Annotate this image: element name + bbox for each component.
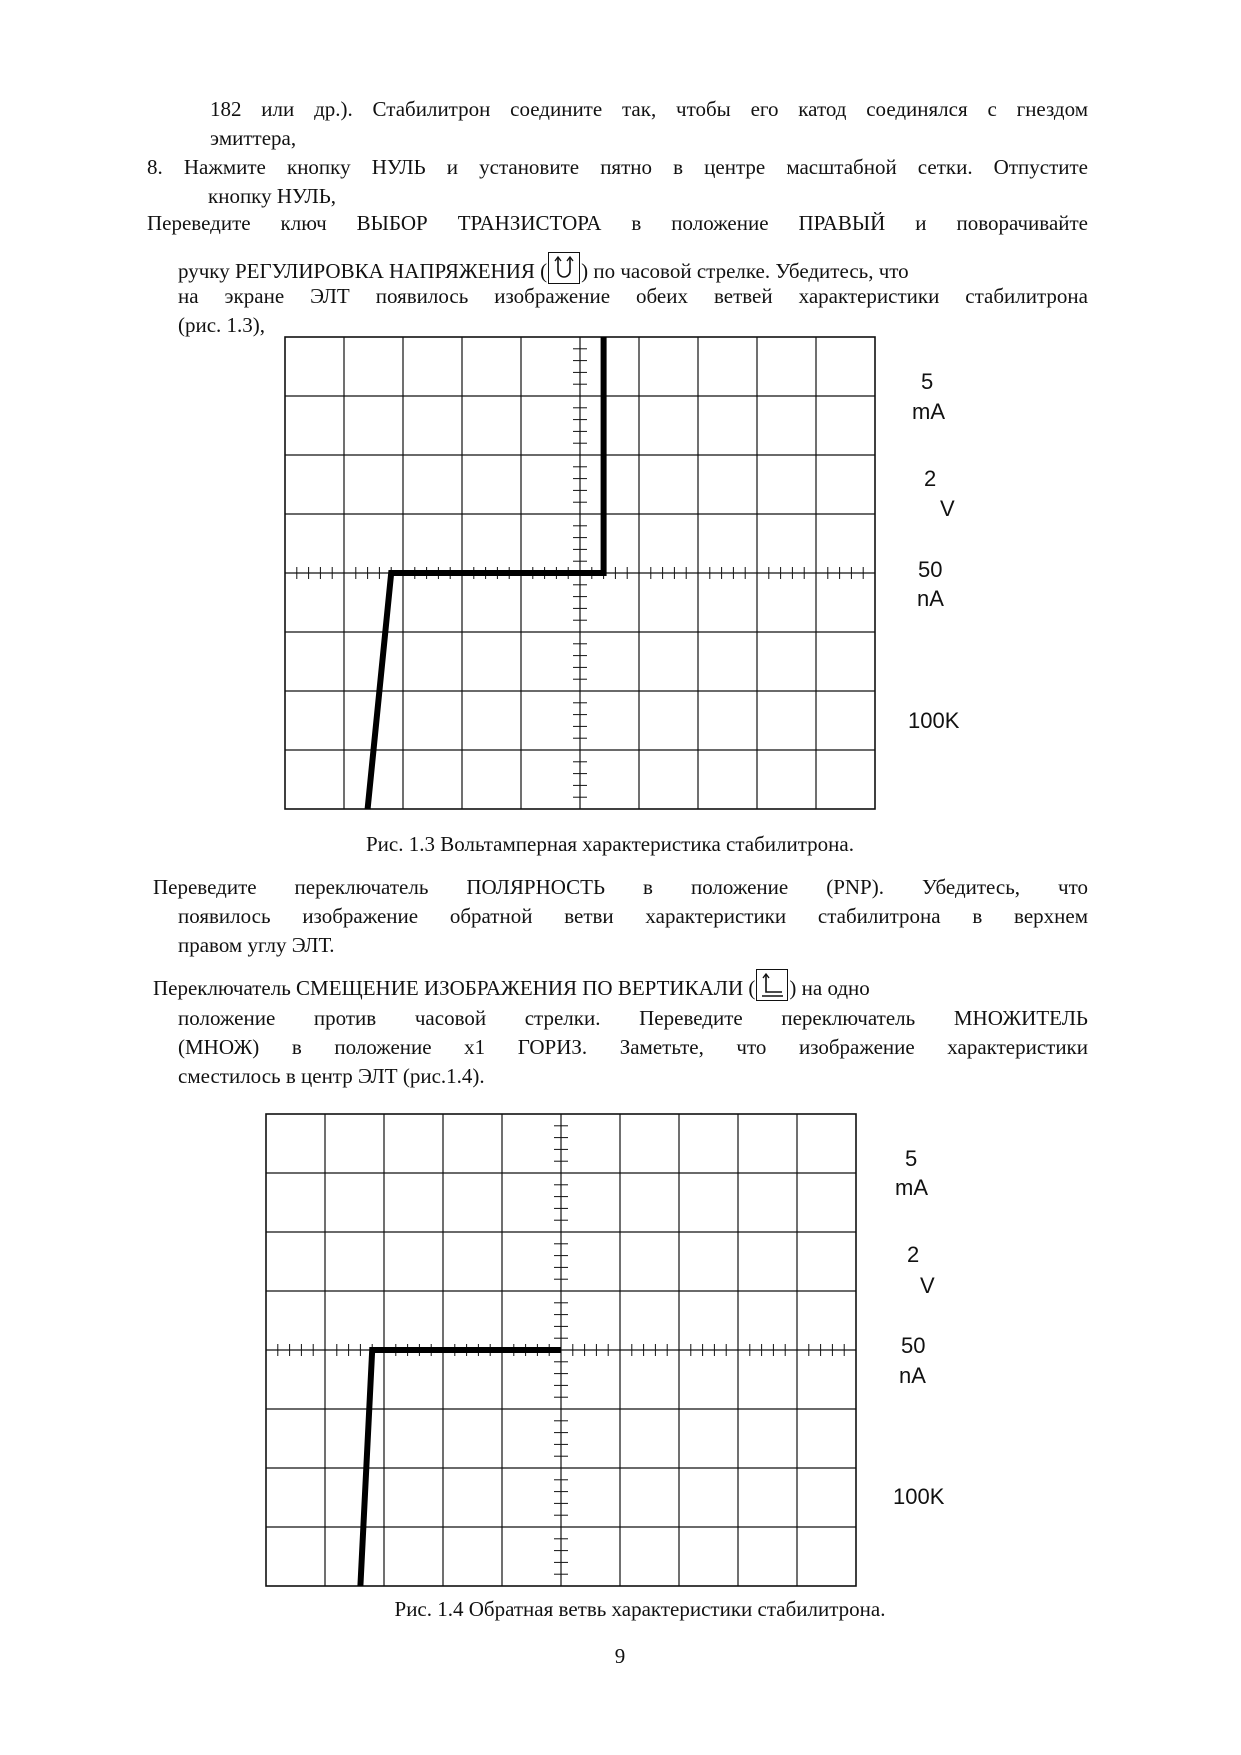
figure-1-3-svg xyxy=(285,337,875,809)
paragraph-3-line-2-start: ручку РЕГУЛИРОВКА НАПРЯЖЕНИЯ ( xyxy=(178,259,548,283)
figure-1-3-step-unit: nA xyxy=(917,586,944,611)
paragraph-5-line-1 xyxy=(153,969,1088,1003)
figure-1-4-load: 100K xyxy=(893,1484,945,1509)
paragraph-2-line-1: 8. Нажмите кнопку НУЛЬ и установите пятно в центре масштабной сетки. Отпустите xyxy=(147,155,1088,179)
figure-1-3-voltage-value: 2 xyxy=(924,466,937,491)
figure-1-3-step-value: 50 xyxy=(918,557,943,582)
voltage-adjust-symbol-icon xyxy=(548,252,580,284)
paragraph-4-line-1: Переведите переключатель ПОЛЯРНОСТЬ в положение (PNP). Убедитесь, что xyxy=(153,875,1088,899)
figure-1-3-load: 100K xyxy=(908,708,960,733)
figure-1-4-current-value: 5 xyxy=(905,1146,918,1171)
paragraph-1-line-1: 182 или др.). Стабилитрон соедините так, чтобы его катод соединялся с гнездом xyxy=(210,97,1088,121)
paragraph-4-line-2: появилось изображение обратной ветви характеристики стабилитрона в верхнем xyxy=(178,904,1088,928)
figure-1-3-current-value: 5 xyxy=(921,369,934,394)
figure-1-4-caption: Рис. 1.4 Обратная ветвь характеристики стабилитрона. xyxy=(394,1597,886,1621)
paragraph-5-line-3: (МНОЖ) в положение x1 ГОРИЗ. Заметьте, что изображение характеристики xyxy=(178,1035,1088,1059)
vertical-shift-symbol-icon xyxy=(756,969,788,1001)
paragraph-5-line-1-end: ) на одно xyxy=(789,976,870,1000)
figure-1-3-caption: Рис. 1.3 Вольтамперная характеристика стабилитрона. xyxy=(366,832,854,856)
paragraph-3-line-2 xyxy=(178,252,1088,286)
figure-1-4-step-unit: nA xyxy=(899,1363,926,1388)
page-number: 9 xyxy=(614,1644,626,1668)
paragraph-5-line-4: сместилось в центр ЭЛТ (рис.1.4). xyxy=(178,1064,485,1088)
paragraph-3-line-3: на экране ЭЛТ появилось изображение обеих ветвей характеристики стабилитрона xyxy=(178,284,1088,308)
paragraph-2-line-2: кнопку НУЛЬ, xyxy=(208,184,337,208)
figure-1-4-screen xyxy=(266,1114,856,1586)
paragraph-5-line-1-start: Переключатель СМЕЩЕНИЕ ИЗОБРАЖЕНИЯ ПО ВЕРТИКАЛИ ( xyxy=(153,976,756,1000)
figure-1-4-current-unit: mA xyxy=(895,1175,928,1200)
figure-1-4-voltage-value: 2 xyxy=(907,1242,920,1267)
figure-1-4-svg xyxy=(266,1114,856,1586)
figure-1-3-voltage-unit: V xyxy=(940,496,955,521)
paragraph-1-line-2: эмиттера, xyxy=(210,126,297,150)
figure-1-3-current-unit: mA xyxy=(912,399,945,424)
paragraph-3-line-1: Переведите ключ ВЫБОР ТРАНЗИСТОРА в положение ПРАВЫЙ и поворачивайте xyxy=(147,211,1088,235)
figure-1-3-screen xyxy=(285,337,875,809)
paragraph-4-line-3: правом углу ЭЛТ. xyxy=(178,933,335,957)
paragraph-3-line-2-end: ) по часовой стрелке. Убедитесь, что xyxy=(581,259,909,283)
paragraph-3-line-4: (рис. 1.3), xyxy=(178,313,266,337)
figure-1-4-step-value: 50 xyxy=(901,1333,926,1358)
figure-1-4-voltage-unit: V xyxy=(920,1273,935,1298)
paragraph-5-line-2: положение против часовой стрелки. Переведите переключатель МНОЖИТЕЛЬ xyxy=(178,1006,1088,1030)
